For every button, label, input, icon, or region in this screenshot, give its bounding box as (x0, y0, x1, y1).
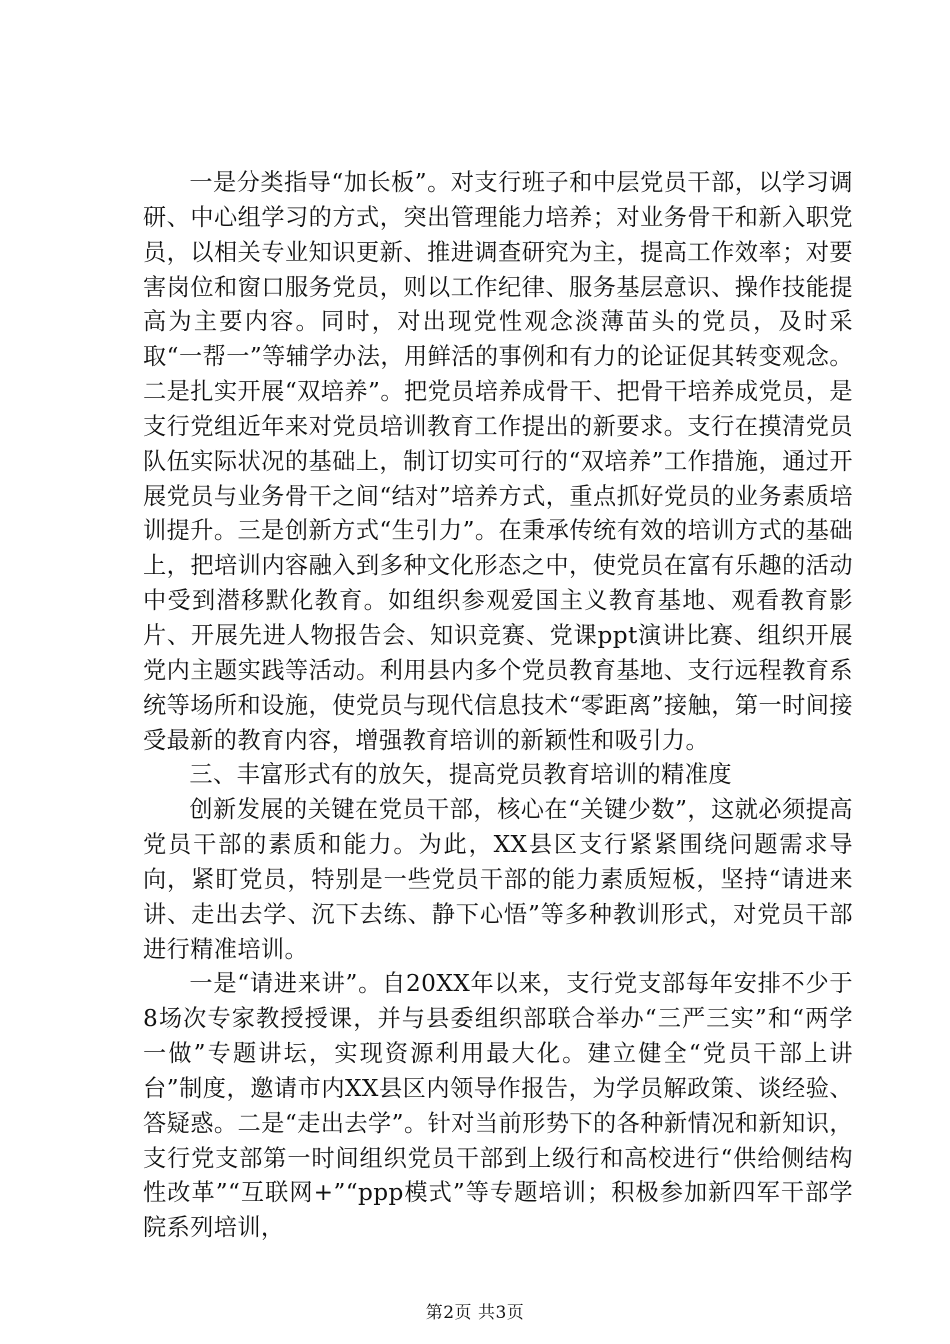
page-footer: 第2页 共3页 (425, 1303, 525, 1323)
paragraph-training-methods: 一是分类指导“加长板”。对支行班子和中层党员干部，以学习调研、中心组学习的方式，突出管理能力培养；对业务骨干和新入职党员，以相关专业知识更新、推进调查研究为主，提高工作效率；对要害岗位和窗口服务党员，则以工作纪律、服务基层意识、操作技能提高为主要内容。同时，对出现党性观念淡薄苗头的党员，及时采取“一帮一”等辅学办法，用鲜活的事例和有力的论证促其转变观念。二是扎实开展“双培养”。把党员培养成骨干、把骨干培养成党员，是支行党组近年来对党员培训教育工作提出的新要求。支行在摸清党员队伍实际状况的基础上，制订切实可行的“双培养”工作措施，通过开展党员与业务骨干之间“结对”培养方式，重点抓好党员的业务素质培训提升。三是创新方式“生引力”。在秉承传统有效的培训方式的基础上，把培训内容融入到多种文化形态之中，使党员在富有乐趣的活动中受到潜移默化教育。如组织参观爱国主义教育基地、观看教育影片、开展先进人物报告会、知识竞赛、党课ppt演讲比赛、组织开展党内主题实践等活动。利用县内多个党员教育基地、支行远程教育系统等场所和设施，使党员与现代信息技术“零距离”接触，第一时间接受最新的教育内容，增强教育培训的新颖性和吸引力。 (143, 169, 853, 754)
paragraph-invite-lecture: 一是“请进来讲”。自20XX年以来，支行党支部每年安排不少于8场次专家教授授课，并与县委组织部联合举办“三严三实”和“两学一做”专题讲坛，实现资源利用最大化。建立健全“党员干部上讲台”制度，邀请市内XX县区内领导作报告，为学员解政策、谈经验、答疑惑。二是“走出去学”。针对当前形势下的各种新情况和新知识，支行党支部第一时间组织党员干部到上级行和高校进行“供给侧结构性改革”“互联网+”“ppp模式”等专题培训；积极参加新四军干部学院系列培训， (143, 970, 853, 1242)
document-body (143, 166, 853, 1246)
section-heading-three: 三、丰富形式有的放矢，提高党员教育培训的精准度 (189, 761, 732, 789)
paragraph-innovation-key: 创新发展的关键在党员干部，核心在“关键少数”，这就必须提高党员干部的素质和能力。为此，XX县区支行紧紧围绕问题需求导向，紧盯党员，特别是一些党员干部的能力素质短板，坚持“请进来讲、走出去学、沉下去练、静下心悟”等多种教训形式，对党员干部进行精准培训。 (143, 796, 853, 963)
